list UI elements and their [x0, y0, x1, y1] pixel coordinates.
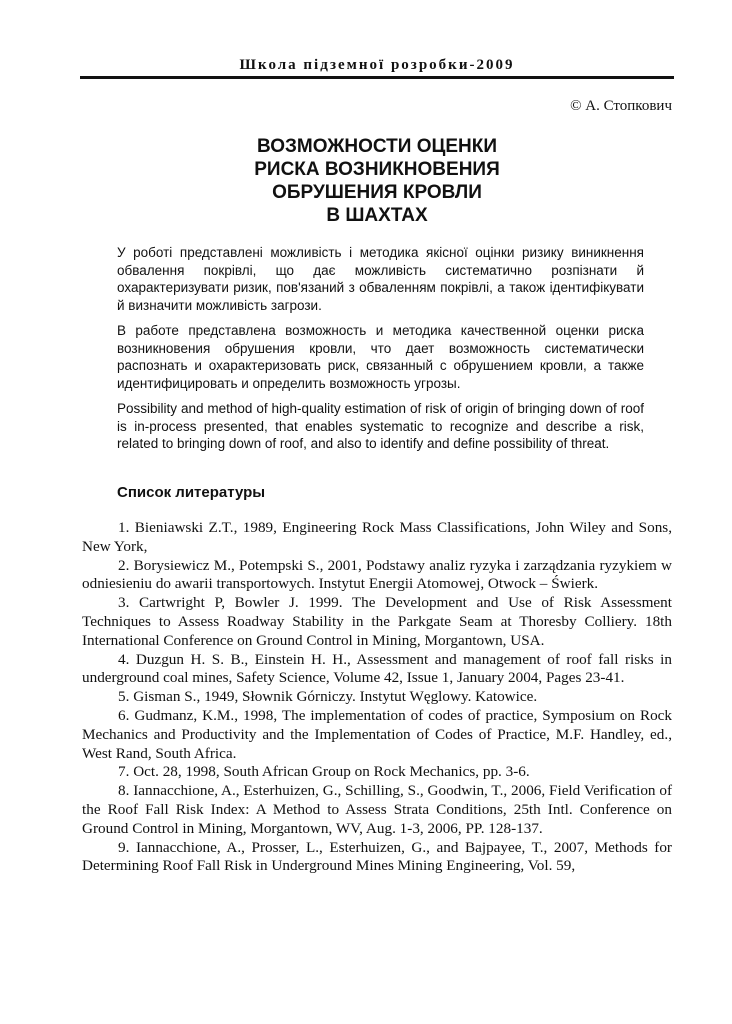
abstract-english: Possibility and method of high-quality estimation of risk of origin of bringing down of roof is in-process presented, that enables systematic to recognize and describe a risk, related to bringing down of roof, and also to identify and define possibility of threat.: [117, 401, 644, 451]
abstract-ukrainian: У роботі представлені можливість і методика якісної оцінки ризику виникнення обвалення покрівлі, що дає можливість систематично розпізнати й охарактеризувати ризик, пов'язаний з обваленням покрівлі, а також ідентифікувати й визначити можливість загрози.: [117, 245, 644, 313]
title-line: ОБРУШЕНИЯ КРОВЛИ: [272, 182, 482, 203]
header-rule: [80, 76, 674, 79]
reference-item: 3. Cartwright P, Bowler J. 1999. The Development and Use of Risk Assessment Techniques to Assess Roadway Stability in the Parkgate Seam at Thoresby Colliery. 18th International Conference on Ground Control in Mining, Morgantown, USA.: [82, 594, 672, 649]
reference-item: 2. Borysiewicz M., Potempski S., 2001, Podstawy analiz ryzyka i zarządzania ryzykiem w odniesieniu do awarii transportowych. Instytut Energii Atomowej, Otwock – Świerk.: [82, 556, 672, 593]
author-line: © А. Стопкович: [570, 98, 672, 114]
reference-item: 9. Iannacchione, A., Prosser, L., Esterhuizen, G., and Bajpayee, T., 2007, Methods for Determining Roof Fall Risk in Underground Mines Mining Engineering, Vol. 59,: [82, 838, 672, 875]
reference-item: 8. Iannacchione, A., Esterhuizen, G., Schilling, S., Goodwin, T., 2006, Field Verification of the Roof Fall Risk Index: A Method to Assess Strata Conditions, 25th Intl. Conference on Ground Control in Mining, Morgantown, WV, Aug. 1-3, 2006, PP. 128-137.: [82, 782, 672, 837]
references-heading: Список литературы: [117, 484, 266, 501]
references-list: [82, 519, 672, 876]
running-header: Школа підземної розробки-2009: [239, 57, 515, 73]
reference-item: 7. Oct. 28, 1998, South African Group on Rock Mechanics, pp. 3-6.: [118, 763, 530, 781]
reference-item: 6. Gudmanz, K.M., 1998, The implementation of codes of practice, Symposium on Rock Mechanics and Productivity and the Implementation of Codes of Practice, M.F. Handley, ed., West Rand, South Africa.: [82, 706, 672, 762]
title-line: РИСКА ВОЗНИКНОВЕНИЯ: [254, 159, 500, 180]
article-title: [80, 135, 674, 227]
title-line: ВОЗМОЖНОСТИ ОЦЕНКИ: [256, 136, 498, 157]
abstract-russian: В работе представлена возможность и методика качественной оценки риска возникновения обрушения кровли, что дает возможность систематически распознать и охарактеризовать риск, связанный с обрушением кровли, а также идентифицировать и определить возможность угрозы.: [117, 323, 644, 391]
reference-item: 5. Gisman S., 1949, Słownik Górniczy. Instytut Węglowy. Katowice.: [118, 688, 538, 706]
title-line: В ШАХТАХ: [326, 205, 428, 226]
reference-item: 4. Duzgun H. S. B., Einstein H. H., Assessment and management of roof fall risks in underground coal mines, Safety Science, Volume 42, Issue 1, January 2004, Pages 23-41.: [82, 650, 672, 687]
reference-item: 1. Bieniawski Z.T., 1989, Engineering Rock Mass Classifications, John Wiley and Sons, New York,: [82, 519, 672, 555]
